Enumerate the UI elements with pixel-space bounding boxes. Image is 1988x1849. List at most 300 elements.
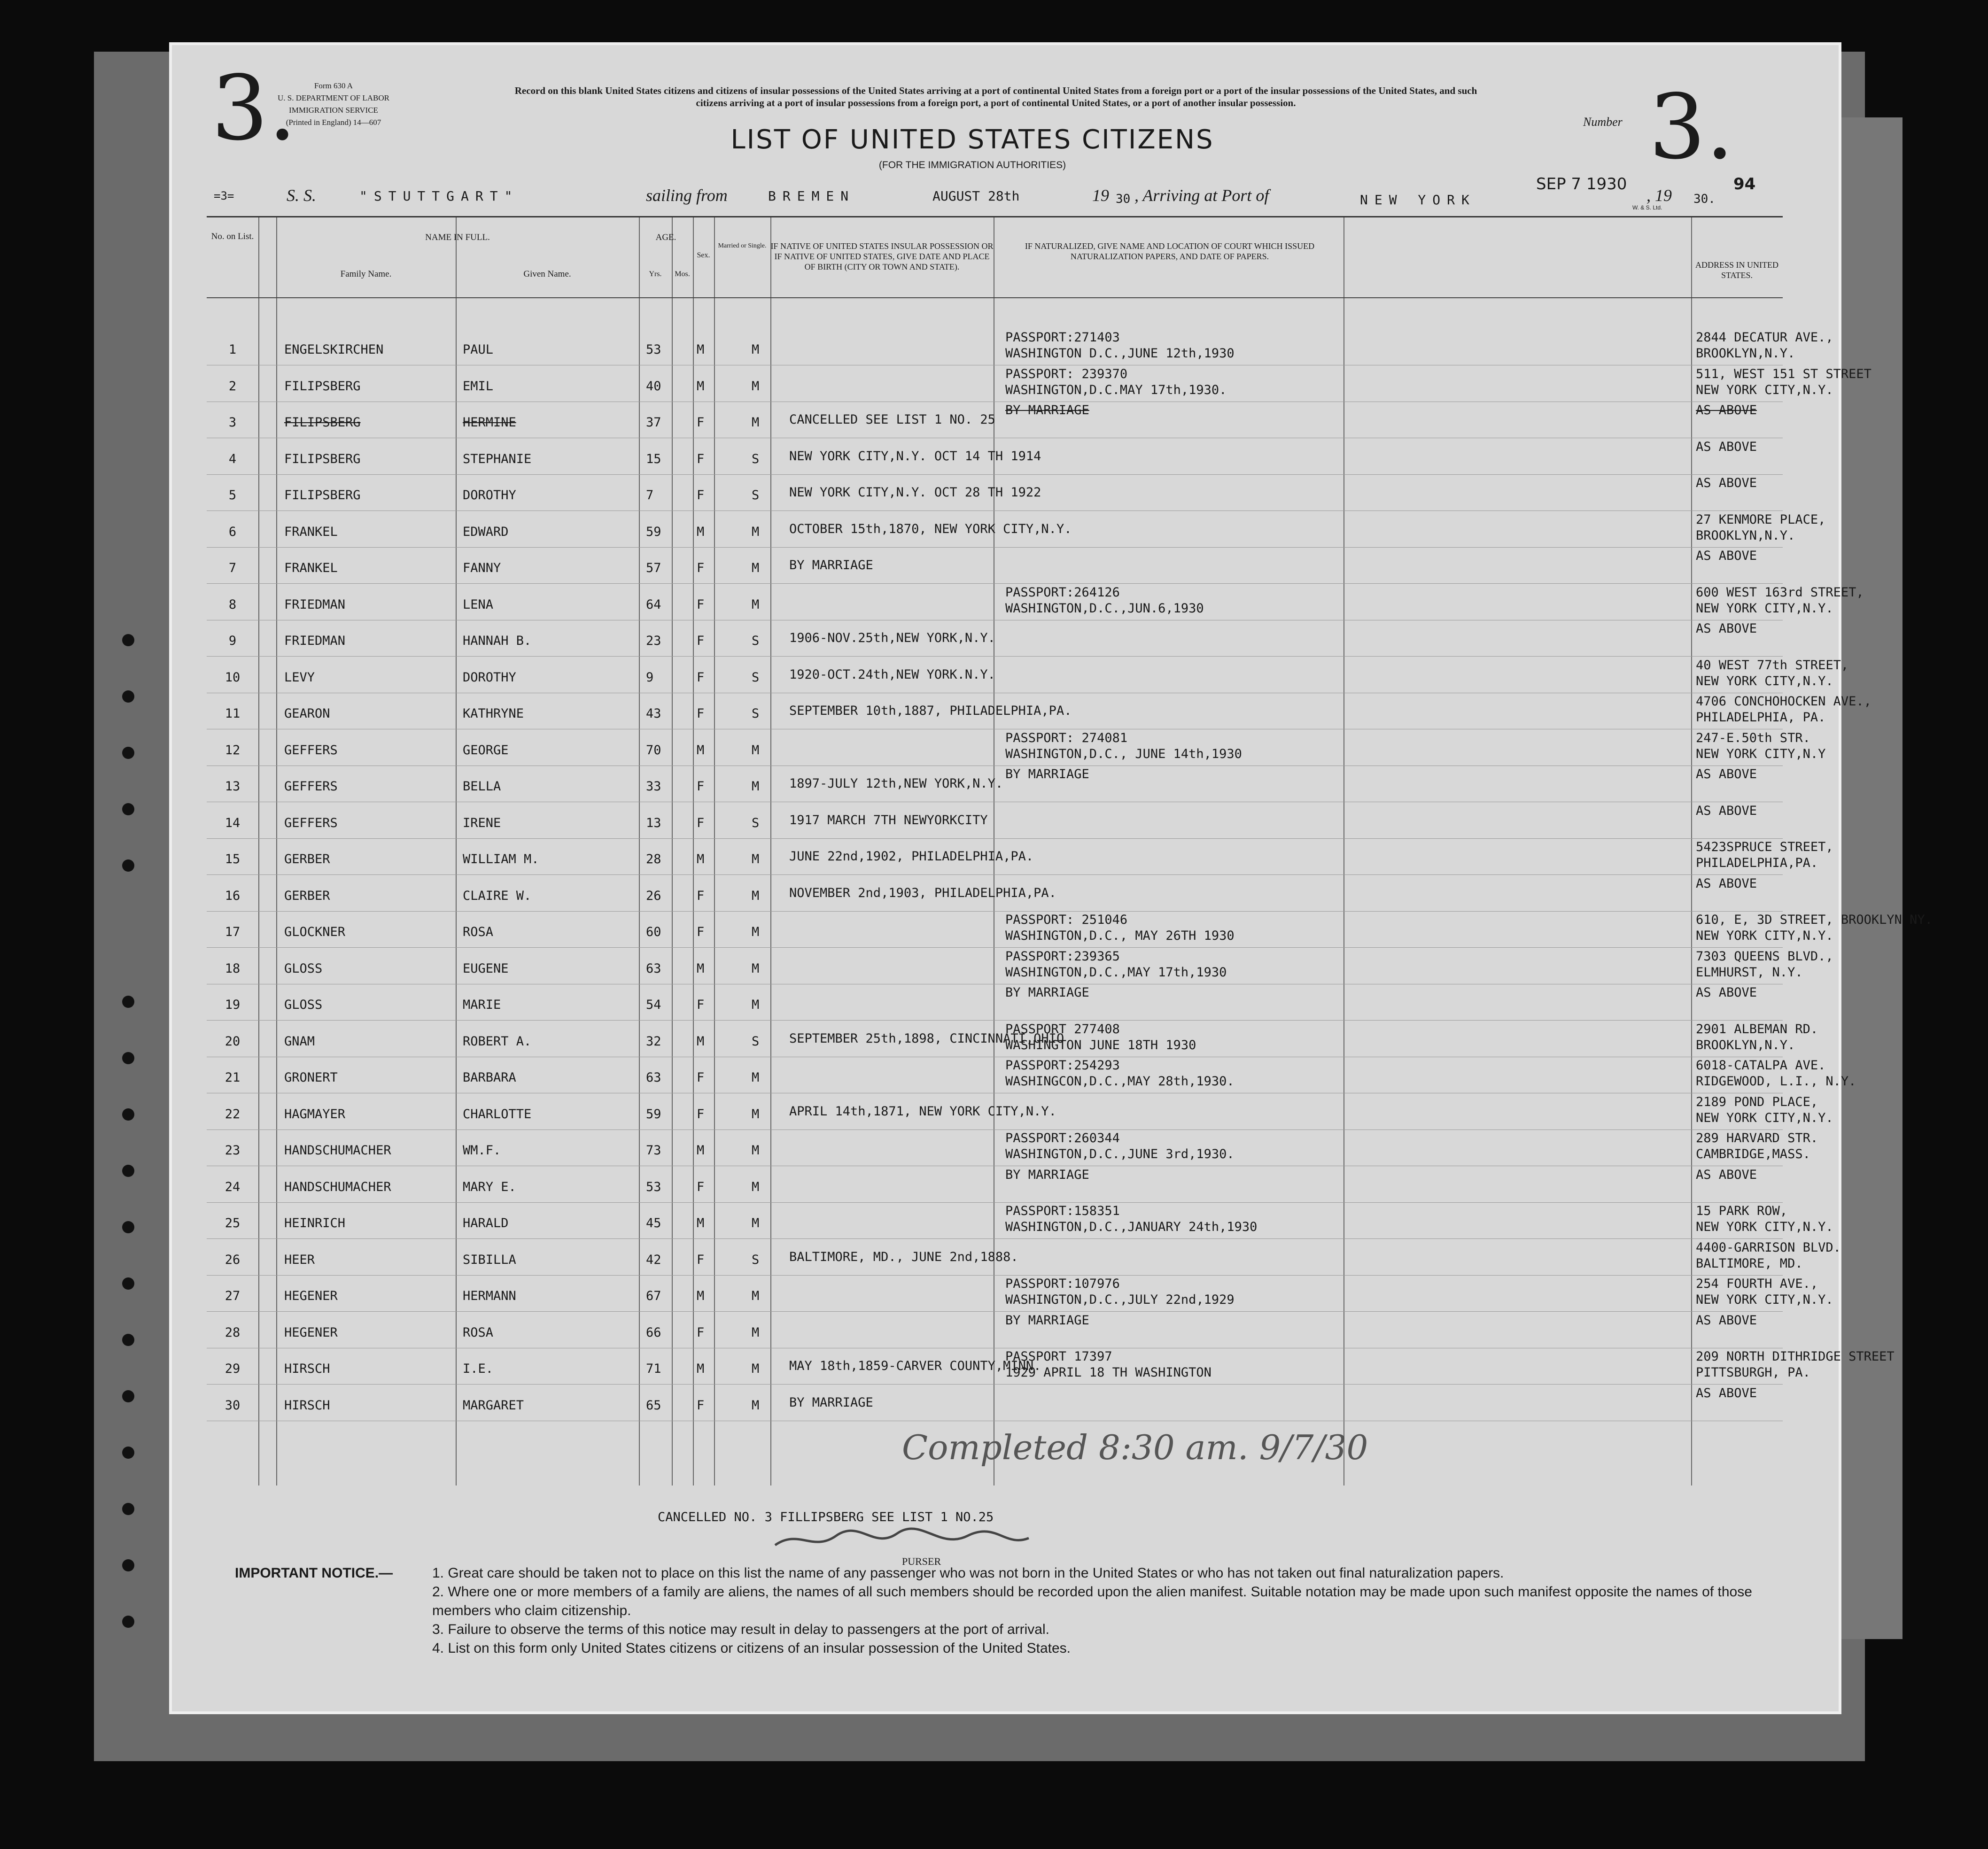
given-name: SIBILLA bbox=[463, 1252, 516, 1267]
table-row bbox=[207, 767, 1783, 804]
address-line-1: 511, WEST 151 ST STREET bbox=[1696, 366, 1872, 381]
married-single: S bbox=[752, 1252, 760, 1267]
table-row bbox=[207, 1168, 1783, 1204]
row-rule bbox=[207, 656, 1783, 657]
notice-label: IMPORTANT NOTICE.— bbox=[235, 1565, 393, 1581]
age-years: 43 bbox=[646, 706, 661, 721]
year-label-1: 19 bbox=[1092, 186, 1109, 205]
sex: M bbox=[697, 1362, 705, 1376]
age-years: 40 bbox=[646, 379, 661, 394]
family-name: FILIPSBERG bbox=[284, 415, 361, 430]
birth-info: NEW YORK CITY,N.Y. OCT 28 TH 1922 bbox=[789, 485, 1041, 500]
row-number: 30 bbox=[225, 1398, 241, 1413]
row-number: 3 bbox=[228, 415, 237, 430]
family-name: GEFFERS bbox=[284, 779, 338, 794]
col-yrs: Yrs. bbox=[649, 270, 662, 278]
form-id bbox=[244, 80, 423, 129]
birth-info: BY MARRIAGE bbox=[789, 558, 873, 572]
address-line-2: BROOKLYN,N.Y. bbox=[1696, 1037, 1795, 1052]
table-row bbox=[207, 1313, 1783, 1350]
address-line-2: BROOKLYN,N.Y. bbox=[1696, 528, 1795, 543]
year-label-2: , 19 bbox=[1646, 186, 1672, 205]
address-line-2: NEW YORK CITY,N.Y. bbox=[1696, 1110, 1833, 1125]
address-line-2: NEW YORK CITY,N.Y bbox=[1696, 746, 1826, 761]
address-line-1: AS ABOVE bbox=[1696, 767, 1757, 781]
family-name: HIRSCH bbox=[284, 1398, 330, 1413]
age-years: 26 bbox=[646, 888, 661, 903]
year-2: 30. bbox=[1693, 192, 1716, 206]
age-years: 53 bbox=[646, 342, 661, 357]
sex: F bbox=[697, 488, 705, 503]
married-single: S bbox=[752, 670, 760, 685]
age-years: 23 bbox=[646, 634, 661, 648]
married-single: M bbox=[752, 1398, 760, 1413]
address-line-1: 247-E.50th STR. bbox=[1696, 730, 1810, 745]
family-name: HEINRICH bbox=[284, 1216, 346, 1230]
address-line-1: 4400-GARRISON BLVD. bbox=[1696, 1240, 1841, 1255]
table-row bbox=[207, 585, 1864, 622]
birth-info: NEW YORK CITY,N.Y. OCT 14 TH 1914 bbox=[789, 449, 1041, 464]
notice-item: 3. Failure to observe the terms of this notice may result in delay to passengers at the port of arrival. bbox=[432, 1622, 1049, 1637]
table-row bbox=[207, 985, 1783, 1022]
age-years: 64 bbox=[646, 597, 661, 612]
row-rule bbox=[207, 474, 1783, 475]
printer-mark: W. & S. Ltd. bbox=[1632, 204, 1662, 211]
family-name: GERBER bbox=[284, 852, 330, 866]
table-row bbox=[207, 913, 1933, 949]
address-line-2: BROOKLYN,N.Y. bbox=[1696, 346, 1795, 361]
family-name: GRONERT bbox=[284, 1070, 338, 1085]
sex: F bbox=[697, 597, 705, 612]
row-number: 21 bbox=[225, 1070, 241, 1085]
married-single: M bbox=[752, 1179, 760, 1194]
age-years: 66 bbox=[646, 1325, 661, 1340]
birth-info: APRIL 14th,1871, NEW YORK CITY,N.Y. bbox=[789, 1104, 1056, 1119]
table-row bbox=[207, 1131, 1818, 1168]
table-row bbox=[207, 366, 1872, 403]
year-1: 30 bbox=[1116, 192, 1131, 206]
sex: F bbox=[697, 634, 705, 648]
sex: M bbox=[697, 524, 705, 539]
age-years: 53 bbox=[646, 1179, 661, 1194]
col-sex: Sex. bbox=[697, 251, 710, 259]
address-line-1: 4706 CONCHOHOCKEN AVE., bbox=[1696, 694, 1872, 709]
sex: F bbox=[697, 451, 705, 466]
sex: F bbox=[697, 815, 705, 830]
address-line-2: NEW YORK CITY,N.Y. bbox=[1696, 1220, 1833, 1234]
address-line-2: NEW YORK CITY,N.Y. bbox=[1696, 382, 1833, 397]
table-row bbox=[207, 840, 1833, 876]
age-years: 71 bbox=[646, 1362, 661, 1376]
married-single: M bbox=[752, 379, 760, 394]
row-rule bbox=[207, 838, 1783, 839]
row-number: 1 bbox=[228, 342, 237, 357]
naturalization-line-2: WASHINGTON,D.C., MAY 26TH 1930 bbox=[1005, 928, 1235, 943]
notice-item: 4. List on this form only United States citizens or citizens of an insular possession of the United States. bbox=[432, 1640, 1071, 1656]
table-row bbox=[207, 1021, 1818, 1059]
age-years: 60 bbox=[646, 925, 661, 939]
naturalization-line-1: PASSPORT:271403 bbox=[1005, 330, 1120, 345]
family-name: GNAM bbox=[284, 1034, 315, 1049]
address-line-2: RIDGEWOOD, L.I., N.Y. bbox=[1696, 1074, 1856, 1089]
row-number: 26 bbox=[225, 1252, 241, 1267]
row-rule bbox=[207, 1384, 1783, 1385]
cancel-note: CANCELLED NO. 3 FILLIPSBERG SEE LIST 1 NO.25 bbox=[658, 1510, 994, 1524]
sex: F bbox=[697, 670, 705, 685]
address-line-1: 209 NORTH DITHRIDGE STREET bbox=[1696, 1349, 1895, 1364]
ship-name: "STUTTGART" bbox=[359, 188, 519, 204]
table-row bbox=[207, 476, 1783, 512]
page-ref: 94 bbox=[1733, 175, 1756, 193]
age-years: 42 bbox=[646, 1252, 661, 1267]
sex: M bbox=[697, 1034, 705, 1049]
married-single: M bbox=[752, 561, 760, 575]
married-single: S bbox=[752, 1034, 760, 1049]
table-row bbox=[207, 1058, 1856, 1095]
address-line-1: AS ABOVE bbox=[1696, 403, 1757, 418]
table-row bbox=[207, 1204, 1833, 1240]
row-rule bbox=[207, 583, 1783, 584]
address-line-2: NEW YORK CITY,N.Y. bbox=[1696, 1292, 1833, 1307]
row-number: 2 bbox=[228, 379, 237, 394]
family-name: FRANKEL bbox=[284, 524, 338, 539]
given-name: GEORGE bbox=[463, 743, 509, 758]
row-rule bbox=[207, 1020, 1783, 1021]
birth-info: 1906-NOV.25th,NEW YORK,N.Y. bbox=[789, 631, 995, 645]
family-name: HEGENER bbox=[284, 1289, 338, 1303]
family-name: HANDSCHUMACHER bbox=[284, 1143, 391, 1158]
naturalization-line-2: WASHINGTON,D.C.MAY 17th,1930. bbox=[1005, 382, 1227, 397]
married-single: M bbox=[752, 1216, 760, 1230]
sex: F bbox=[697, 1106, 705, 1122]
number-label: Number bbox=[1583, 115, 1623, 129]
naturalization-line-1: PASSPORT:260344 bbox=[1005, 1131, 1120, 1145]
age-years: 28 bbox=[646, 852, 661, 866]
naturalization-line-1: PASSPORT:264126 bbox=[1005, 585, 1120, 600]
row-number: 27 bbox=[225, 1289, 241, 1303]
address-line-1: AS ABOVE bbox=[1696, 439, 1757, 454]
col-naturalized: IF NATURALIZED, GIVE NAME AND LOCATION OF COURT WHICH ISSUED NATURALIZATION PAPERS, AND DATE OF PAPERS. bbox=[1025, 241, 1315, 261]
sex: M bbox=[697, 743, 705, 758]
age-years: 63 bbox=[646, 961, 661, 976]
table-row bbox=[207, 1386, 1783, 1423]
naturalization-line-2: WASHINGTON,D.C., JUNE 14th,1930 bbox=[1005, 746, 1242, 761]
given-name: MARIE bbox=[463, 998, 501, 1012]
married-single: S bbox=[752, 706, 760, 721]
naturalization-line-1: BY MARRIAGE bbox=[1005, 1167, 1089, 1182]
given-name: MARGARET bbox=[463, 1398, 524, 1413]
row-number: 7 bbox=[228, 561, 237, 575]
row-number: 16 bbox=[225, 888, 241, 903]
given-name: ROSA bbox=[463, 1325, 494, 1340]
given-name: HARALD bbox=[463, 1216, 509, 1230]
naturalization-line-1: PASSPORT 277408 bbox=[1005, 1021, 1120, 1037]
age-years: 59 bbox=[646, 524, 661, 539]
naturalization-line-2: WASHINGCON,D.C.,MAY 28th,1930. bbox=[1005, 1074, 1235, 1089]
birth-info: 1920-OCT.24th,NEW YORK.N.Y. bbox=[789, 667, 995, 682]
age-years: 15 bbox=[646, 451, 661, 466]
row-rule bbox=[207, 911, 1783, 912]
row-number: 22 bbox=[225, 1106, 241, 1122]
row-rule bbox=[207, 1275, 1783, 1276]
married-single: M bbox=[752, 961, 760, 976]
married-single: M bbox=[752, 1106, 760, 1122]
family-name: HEER bbox=[284, 1252, 315, 1267]
table-row bbox=[207, 1277, 1833, 1313]
married-single: M bbox=[752, 597, 760, 612]
naturalization-line-1: PASSPORT: 251046 bbox=[1005, 913, 1128, 927]
table-row bbox=[207, 658, 1849, 695]
sex: M bbox=[697, 379, 705, 394]
given-name: I.E. bbox=[463, 1362, 494, 1376]
row-rule bbox=[207, 1238, 1783, 1239]
table-row bbox=[207, 621, 1783, 658]
row-number: 10 bbox=[225, 670, 241, 685]
row-number: 25 bbox=[225, 1216, 241, 1230]
family-name: FILIPSBERG bbox=[284, 488, 361, 503]
address-line-1: 2901 ALBEMAN RD. bbox=[1696, 1021, 1818, 1037]
row-number: 12 bbox=[225, 743, 241, 758]
married-single: M bbox=[752, 888, 760, 903]
row-number: 29 bbox=[225, 1362, 241, 1376]
given-name: ROSA bbox=[463, 925, 494, 939]
given-name: PAUL bbox=[463, 342, 494, 357]
address-line-1: AS ABOVE bbox=[1696, 549, 1757, 563]
page-subtitle: (FOR THE IMMIGRATION AUTHORITIES) bbox=[878, 160, 1066, 170]
given-name: LENA bbox=[463, 597, 494, 612]
naturalization-line-2: WASHINGTON D.C.,JUNE 12th,1930 bbox=[1005, 346, 1235, 361]
corner-mark: 3. bbox=[211, 56, 297, 160]
row-number: 18 bbox=[225, 961, 241, 976]
row-rule bbox=[207, 1311, 1783, 1312]
family-name: HIRSCH bbox=[284, 1362, 330, 1376]
given-name: WM.F. bbox=[463, 1143, 501, 1158]
naturalization-line-1: PASSPORT:158351 bbox=[1005, 1204, 1120, 1218]
address-line-2: NEW YORK CITY,N.Y. bbox=[1696, 928, 1833, 943]
given-name: HERMINE bbox=[463, 415, 516, 430]
sex: F bbox=[697, 1070, 705, 1085]
address-line-1: 254 FOURTH AVE., bbox=[1696, 1277, 1818, 1291]
married-single: M bbox=[752, 1325, 760, 1340]
col-mos: Mos. bbox=[675, 270, 690, 278]
given-name: WILLIAM M. bbox=[463, 852, 539, 866]
given-name: IRENE bbox=[463, 815, 501, 830]
married-single: M bbox=[752, 1070, 760, 1085]
sex: M bbox=[697, 1216, 705, 1230]
purser-label: PURSER bbox=[902, 1555, 941, 1567]
row-number: 24 bbox=[225, 1179, 241, 1194]
table-row bbox=[207, 1094, 1833, 1131]
sex: F bbox=[697, 925, 705, 939]
family-name: GLOCKNER bbox=[284, 925, 346, 939]
arrival-stamp: SEP 7 1930 bbox=[1536, 175, 1627, 193]
sex: F bbox=[697, 1252, 705, 1267]
sex: M bbox=[697, 1143, 705, 1158]
birth-info: BY MARRIAGE bbox=[789, 1395, 873, 1410]
address-line-2: BALTIMORE, MD. bbox=[1696, 1256, 1803, 1271]
page-title: LIST OF UNITED STATES CITIZENS bbox=[730, 124, 1214, 155]
married-single: M bbox=[752, 743, 760, 758]
address-line-2: PHILADELPHIA,PA. bbox=[1696, 856, 1818, 870]
sex: F bbox=[697, 1398, 705, 1413]
family-name: GEARON bbox=[284, 706, 330, 721]
row-rule bbox=[207, 947, 1783, 948]
address-line-1: 15 PARK ROW, bbox=[1696, 1204, 1788, 1218]
row-number: 9 bbox=[228, 634, 237, 648]
sailing-label: sailing from bbox=[646, 186, 728, 205]
row-rule bbox=[207, 1202, 1783, 1203]
birth-info: JUNE 22nd,1902, PHILADELPHIA,PA. bbox=[789, 849, 1034, 864]
age-years: 32 bbox=[646, 1034, 661, 1049]
sex: F bbox=[697, 888, 705, 903]
married-single: M bbox=[752, 925, 760, 939]
family-name: ENGELSKIRCHEN bbox=[284, 342, 384, 357]
family-name: HANDSCHUMACHER bbox=[284, 1179, 391, 1194]
family-name: FRIEDMAN bbox=[284, 634, 346, 648]
married-single: M bbox=[752, 1143, 760, 1158]
col-age: AGE. bbox=[655, 232, 676, 242]
birth-info: 1917 MARCH 7TH NEWYORKCITY bbox=[789, 812, 988, 828]
given-name: STEPHANIE bbox=[463, 451, 532, 466]
age-years: 70 bbox=[646, 743, 661, 758]
birth-info: NOVEMBER 2nd,1903, PHILADELPHIA,PA. bbox=[789, 885, 1056, 900]
handwritten-completed: Completed 8:30 am. 9/7/30 bbox=[902, 1428, 1368, 1467]
table-row bbox=[207, 876, 1783, 913]
address-line-1: 6018-CATALPA AVE. bbox=[1696, 1058, 1826, 1073]
birth-info: CANCELLED SEE LIST 1 NO. 25 bbox=[789, 412, 995, 427]
sex: F bbox=[697, 998, 705, 1012]
passenger-table bbox=[207, 216, 1933, 1485]
naturalization-line-1: PASSPORT: 239370 bbox=[1005, 366, 1128, 381]
row-number: 11 bbox=[225, 706, 241, 721]
address-line-2: PITTSBURGH, PA. bbox=[1696, 1365, 1810, 1380]
address-line-1: AS ABOVE bbox=[1696, 1385, 1757, 1400]
age-years: 13 bbox=[646, 815, 661, 830]
col-married-single: Married or Single. bbox=[718, 242, 767, 249]
family-name: FRANKEL bbox=[284, 561, 338, 575]
age-years: 73 bbox=[646, 1143, 661, 1158]
list-prefix: =3= bbox=[214, 189, 234, 202]
birth-info: MAY 18th,1859-CARVER COUNTY,MINN. bbox=[789, 1359, 1041, 1373]
table-row bbox=[207, 949, 1833, 986]
given-name: EMIL bbox=[463, 379, 494, 394]
married-single: M bbox=[752, 998, 760, 1012]
family-name: GERBER bbox=[284, 888, 330, 903]
given-name: MARY E. bbox=[463, 1179, 516, 1194]
sex: F bbox=[697, 1325, 705, 1340]
birth-info: 1897-JULY 12th,NEW YORK,N.Y. bbox=[789, 776, 1003, 791]
col-address: ADDRESS IN UNITED STATES. bbox=[1695, 260, 1778, 280]
address-line-1: 7303 QUEENS BLVD., bbox=[1696, 949, 1833, 964]
sex: M bbox=[697, 852, 705, 866]
family-name: GLOSS bbox=[284, 998, 323, 1012]
row-number: 17 bbox=[225, 925, 241, 939]
married-single: M bbox=[752, 1362, 760, 1376]
given-name: EUGENE bbox=[463, 961, 509, 976]
sex: F bbox=[697, 706, 705, 721]
table-row bbox=[207, 1349, 1895, 1386]
address-line-1: 600 WEST 163rd STREET, bbox=[1696, 585, 1864, 600]
col-no: No. on List. bbox=[211, 232, 254, 241]
col-native: IF NATIVE OF UNITED STATES INSULAR POSSESSION OR IF NATIVE OF UNITED STATES, GIVE DATE AND PLACE OF BIRTH (CITY OR TOWN AND STATE). bbox=[770, 241, 994, 271]
naturalization-line-1: BY MARRIAGE bbox=[1005, 403, 1089, 418]
table-row bbox=[207, 1240, 1841, 1277]
address-line-1: 2189 POND PLACE, bbox=[1696, 1094, 1818, 1109]
port-from: BREMEN bbox=[768, 188, 855, 204]
married-single: M bbox=[752, 1289, 760, 1303]
sex: F bbox=[697, 779, 705, 794]
married-single: M bbox=[752, 852, 760, 866]
family-name: GLOSS bbox=[284, 961, 323, 976]
family-name: HAGMAYER bbox=[284, 1106, 346, 1122]
address-line-1: AS ABOVE bbox=[1696, 476, 1757, 490]
naturalization-line-1: PASSPORT:254293 bbox=[1005, 1058, 1120, 1073]
married-single: S bbox=[752, 634, 760, 648]
family-name: HEGENER bbox=[284, 1325, 338, 1340]
notice-item: 1. Great care should be taken not to place on this list the name of any passenger who was not born in the United States or who has not taken out final naturalization papers. bbox=[432, 1565, 1504, 1581]
sex: F bbox=[697, 561, 705, 575]
married-single: M bbox=[752, 779, 760, 794]
address-line-2: NEW YORK CITY,N.Y. bbox=[1696, 673, 1833, 689]
birth-info: OCTOBER 15th,1870, NEW YORK CITY,N.Y. bbox=[789, 521, 1072, 536]
row-rule bbox=[207, 874, 1783, 875]
table-row bbox=[207, 549, 1783, 585]
married-single: M bbox=[752, 342, 760, 357]
row-number: 19 bbox=[225, 998, 241, 1012]
naturalization-line-1: BY MARRIAGE bbox=[1005, 985, 1089, 1000]
row-number: 4 bbox=[228, 451, 237, 466]
address-line-1: 27 KENMORE PLACE, bbox=[1696, 512, 1826, 527]
row-rule bbox=[207, 547, 1783, 548]
naturalization-line-1: PASSPORT:239365 bbox=[1005, 949, 1120, 964]
married-single: M bbox=[752, 415, 760, 430]
given-name: HANNAH B. bbox=[463, 634, 532, 648]
given-name: HERMANN bbox=[463, 1289, 516, 1303]
address-line-2: CAMBRIDGE,MASS. bbox=[1696, 1147, 1810, 1161]
row-number: 20 bbox=[225, 1034, 241, 1049]
naturalization-line-2: WASHINGTON,D.C.,JANUARY 24th,1930 bbox=[1005, 1220, 1258, 1234]
given-name: KATHRYNE bbox=[463, 706, 524, 721]
purser-signature bbox=[770, 1526, 1033, 1555]
age-years: 57 bbox=[646, 561, 661, 575]
table-row bbox=[207, 512, 1826, 549]
depart-date: AUGUST 28th bbox=[932, 188, 1020, 204]
address-line-1: AS ABOVE bbox=[1696, 621, 1757, 636]
address-line-1: AS ABOVE bbox=[1696, 1167, 1757, 1182]
age-years: 9 bbox=[646, 670, 654, 685]
given-name: DOROTHY bbox=[463, 670, 516, 685]
address-line-1: 2844 DECATUR AVE., bbox=[1696, 330, 1833, 345]
naturalization-line-1: PASSPORT: 274081 bbox=[1005, 730, 1128, 745]
port-to: NEW YORK bbox=[1360, 192, 1476, 208]
naturalization-line-1: BY MARRIAGE bbox=[1005, 767, 1089, 781]
table-row bbox=[207, 403, 1783, 440]
married-single: M bbox=[752, 524, 760, 539]
age-years: 54 bbox=[646, 998, 661, 1012]
age-years: 33 bbox=[646, 779, 661, 794]
col-name-in-full: NAME IN FULL. bbox=[425, 232, 490, 242]
family-name: FILIPSBERG bbox=[284, 451, 361, 466]
age-years: 7 bbox=[646, 488, 654, 503]
naturalization-line-2: WASHINGTON,D.C.,JUN.6,1930 bbox=[1005, 601, 1204, 616]
married-single: S bbox=[752, 815, 760, 830]
ss-label: S. S. bbox=[287, 186, 316, 205]
birth-info: SEPTEMBER 10th,1887, PHILADELPHIA,PA. bbox=[789, 704, 1072, 718]
row-number: 15 bbox=[225, 852, 241, 866]
naturalization-line-2: 1929 APRIL 18 TH WASHINGTON bbox=[1005, 1365, 1211, 1380]
naturalization-line-2: WASHINGTON,D.C.,JULY 22nd,1929 bbox=[1005, 1292, 1235, 1307]
age-years: 59 bbox=[646, 1106, 661, 1122]
